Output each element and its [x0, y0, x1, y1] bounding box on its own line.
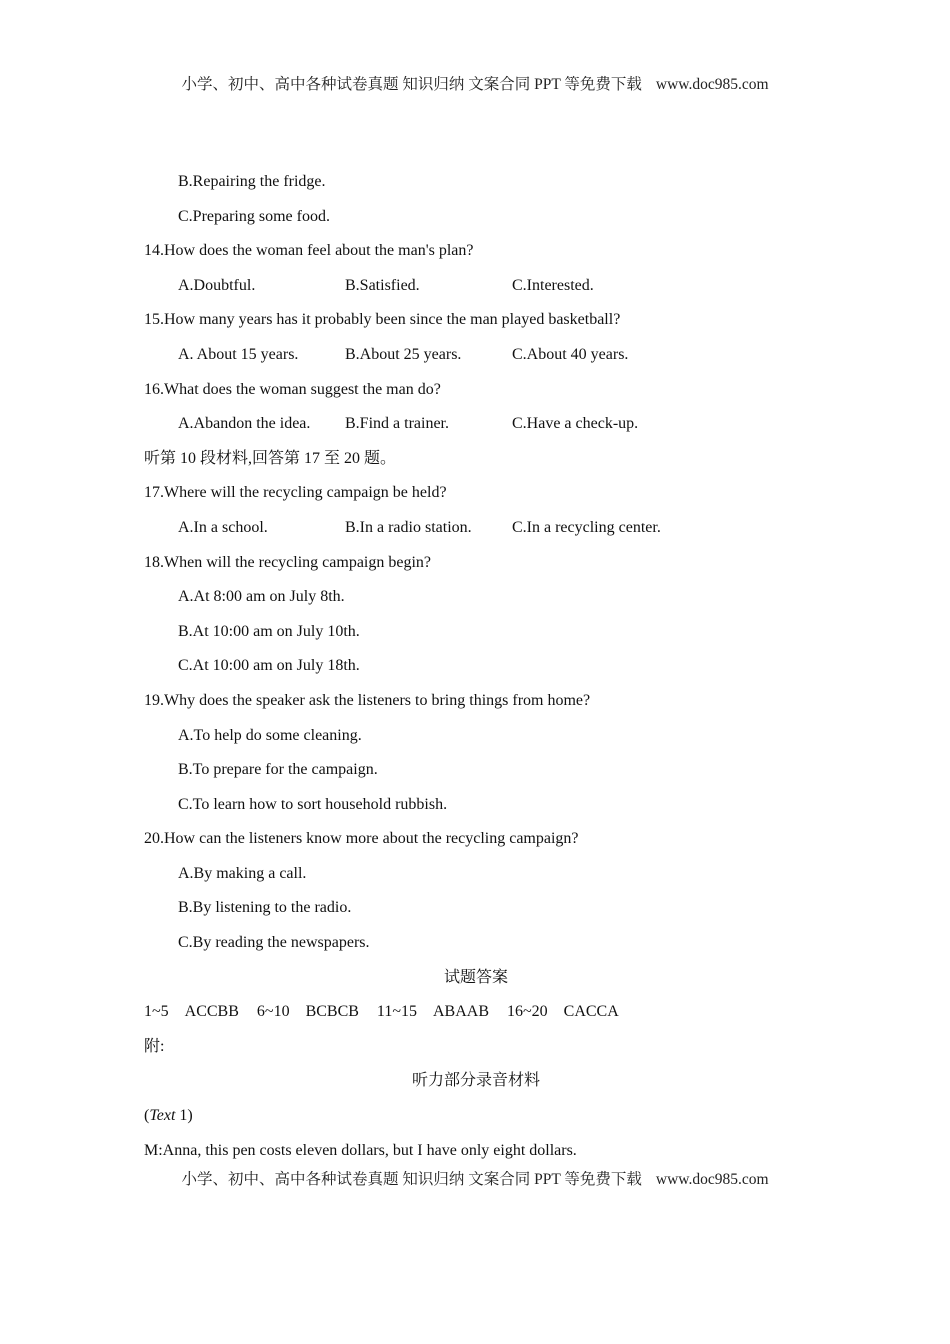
option-a: A.To help do some cleaning.	[178, 726, 362, 744]
option-c: C.By reading the newspapers.	[178, 934, 370, 952]
text-label-rest: 1)	[175, 1107, 193, 1125]
option-a: A.At 8:00 am on July 8th.	[178, 588, 345, 606]
option-line: B.Repairing the fridge.	[178, 173, 326, 190]
option-c: C.Have a check-up.	[512, 415, 639, 433]
options-row-14	[144, 274, 824, 309]
answer-key: BCBCB	[305, 1003, 359, 1021]
section-instruction: 听第 10 段材料,回答第 17 至 20 题。	[144, 449, 397, 467]
transcript-line: M:Anna, this pen costs eleven dollars, but I have only eight dollars.	[144, 1141, 577, 1159]
text-label-italic: Text	[149, 1107, 176, 1125]
option-c: C.Interested.	[512, 276, 594, 294]
page-footer	[0, 1167, 950, 1189]
option-b: B.At 10:00 am on July 10th.	[178, 622, 360, 640]
appendix-title: 听力部分录音材料	[411, 1072, 540, 1090]
question-18: 18.When will the recycling campaign begin?	[144, 553, 432, 571]
option-a: A. About 15 years.	[178, 345, 299, 363]
question-19: 19.Why does the speaker ask the listeners to bring things from home?	[144, 691, 591, 709]
question-16: 16.What does the woman suggest the man do?	[144, 380, 441, 398]
option-a: A.By making a call.	[178, 864, 307, 882]
option-b: B.To prepare for the campaign.	[178, 761, 378, 779]
footer-text: 小学、初中、高中各种试卷真题 知识归纳 文案合同 PPT 等免费下载	[181, 1171, 642, 1188]
option-b: B.In a radio station.	[345, 518, 472, 536]
option-line: C.Preparing some food.	[178, 207, 330, 225]
header-text: 小学、初中、高中各种试卷真题 知识归纳 文案合同 PPT 等免费下载	[181, 76, 642, 93]
option-b: B.Find a trainer.	[345, 415, 449, 433]
answer-key: ACCBB	[184, 1003, 239, 1021]
footer-site-link[interactable]: www.doc985.com	[655, 1171, 769, 1188]
option-c: C.To learn how to sort household rubbish.	[178, 795, 448, 813]
question-14: 14.How does the woman feel about the man's plan?	[144, 242, 474, 260]
answer-range: 1~5	[144, 1003, 169, 1021]
option-b: B.Satisfied.	[345, 276, 420, 294]
option-c: C.In a recycling center.	[512, 518, 661, 536]
appendix-label: 附:	[144, 1037, 165, 1055]
answer-key: CACCA	[563, 1003, 619, 1021]
option-a: A.Doubtful.	[178, 276, 256, 294]
option-b: B.By listening to the radio.	[178, 899, 352, 917]
question-17: 17.Where will the recycling campaign be held?	[144, 484, 447, 502]
answer-range: 11~15	[376, 1003, 417, 1021]
header-site-link[interactable]: www.doc985.com	[655, 76, 769, 93]
option-a: A.Abandon the idea.	[178, 415, 311, 433]
document-body	[144, 170, 824, 1173]
option-b: B.About 25 years.	[345, 345, 462, 363]
answer-key: ABAAB	[432, 1003, 489, 1021]
answer-range: 16~20	[507, 1003, 548, 1021]
answers-title: 试题答案	[443, 968, 508, 986]
options-row-17	[144, 516, 824, 551]
question-15: 15.How many years has it probably been since the man played basketball?	[144, 311, 621, 329]
answer-range: 6~10	[256, 1003, 290, 1021]
option-a: A.In a school.	[178, 518, 268, 536]
text-label	[144, 1104, 824, 1139]
options-row-16	[144, 412, 824, 447]
option-c: C.At 10:00 am on July 18th.	[178, 657, 360, 675]
option-c: C.About 40 years.	[512, 345, 629, 363]
answer-key-row	[144, 1000, 824, 1035]
page-header	[0, 72, 950, 94]
text-label-open: (	[144, 1107, 150, 1125]
options-row-15	[144, 343, 824, 378]
question-20: 20.How can the listeners know more about the recycling campaign?	[144, 830, 579, 848]
